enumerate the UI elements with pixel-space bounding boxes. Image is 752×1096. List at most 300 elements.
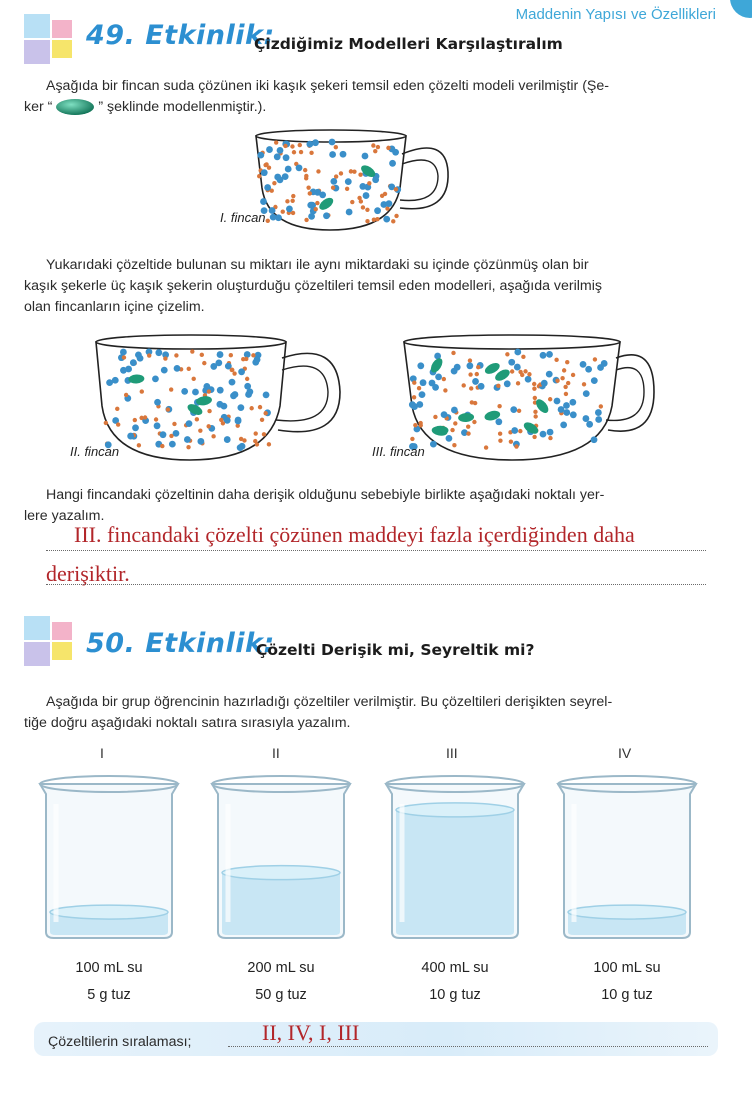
- water-molecule-atom: [520, 373, 524, 377]
- colored-squares-logo-icon: [24, 14, 78, 66]
- water-molecule-atom: [186, 420, 193, 427]
- water-molecule-atom: [392, 149, 399, 156]
- water-molecule-atom: [367, 181, 371, 185]
- beaker-numeral: IV: [618, 745, 632, 761]
- water-molecule-atom: [595, 409, 602, 416]
- water-molecule-atom: [104, 421, 108, 425]
- water-molecule-atom: [498, 431, 502, 435]
- beaker-water-amount: 200 mL su: [247, 960, 315, 976]
- water-molecule-atom: [446, 435, 453, 442]
- water-molecule-atom: [296, 164, 303, 171]
- water-molecule-atom: [518, 429, 522, 433]
- water-molecule-atom: [580, 361, 587, 368]
- water-molecule-atom: [285, 199, 289, 203]
- water-molecule-atom: [548, 397, 552, 401]
- water-molecule-atom: [560, 376, 564, 380]
- water-molecule-atom: [186, 445, 190, 449]
- water-molecule-atom: [563, 385, 567, 389]
- water-molecule-atom: [299, 150, 303, 154]
- beaker: [34, 770, 184, 950]
- water-molecule-atom: [452, 443, 456, 447]
- water-molecule-atom: [340, 151, 347, 158]
- water-molecule-atom: [514, 349, 521, 356]
- colored-squares-logo-icon: [24, 616, 78, 668]
- beaker-caption: [375, 955, 535, 1009]
- water-molecule-atom: [304, 218, 308, 222]
- activity-49-mid-line2: kaşık şekerle üç kaşık şekerin oluşturduğu çözeltileri temsil eden modelleri, aşağıda verilmiş: [24, 278, 602, 294]
- page-corner-circle: [730, 0, 752, 18]
- water-molecule-atom: [419, 423, 423, 427]
- beaker-caption: [547, 955, 707, 1009]
- water-molecule-atom: [411, 403, 418, 410]
- water-molecule-atom: [154, 422, 161, 429]
- water-molecule-atom: [216, 401, 223, 408]
- water-molecule-atom: [283, 144, 287, 148]
- water-molecule-atom: [350, 200, 354, 204]
- water-molecule-atom: [330, 178, 337, 185]
- water-molecule-atom: [251, 353, 255, 357]
- water-molecule-atom: [245, 377, 249, 381]
- water-molecule-atom: [277, 176, 284, 183]
- water-molecule-atom: [472, 420, 476, 424]
- water-molecule-atom: [241, 357, 245, 361]
- water-molecule-atom: [597, 364, 604, 371]
- water-molecule-atom: [564, 392, 568, 396]
- beaker-salt-amount: 10 g tuz: [601, 987, 653, 1003]
- water-molecule-atom: [316, 169, 320, 173]
- water-molecule-atom: [258, 405, 262, 409]
- water-molecule-atom: [470, 400, 474, 404]
- water-molecule-atom: [563, 409, 570, 416]
- water-molecule-atom: [130, 359, 137, 366]
- beaker-salt-amount: 50 g tuz: [255, 987, 307, 1003]
- answer-dotted-line-2: [46, 584, 706, 585]
- water-molecule-atom: [262, 432, 266, 436]
- water-molecule-atom: [139, 416, 143, 420]
- water-molecule-atom: [207, 389, 211, 393]
- water-molecule-atom: [291, 211, 295, 215]
- water-molecule-atom: [583, 390, 590, 397]
- water-molecule-atom: [358, 173, 362, 177]
- water-molecule-atom: [155, 349, 162, 356]
- water-molecule-atom: [509, 439, 513, 443]
- water-molecule-atom: [435, 373, 442, 380]
- water-molecule-atom: [362, 153, 369, 160]
- water-molecule-atom: [261, 169, 268, 176]
- water-molecule-atom: [478, 383, 485, 390]
- activity-49-intro-line2: [24, 97, 266, 118]
- water-molecule-atom: [210, 363, 217, 370]
- water-molecule-atom: [127, 433, 134, 440]
- water-molecule-atom: [430, 441, 437, 448]
- beaker-numeral: I: [100, 745, 104, 761]
- intro-pre-text: ker “: [24, 99, 53, 115]
- activity-50-title: Çözelti Derişik mi, Seyreltik mi?: [256, 641, 535, 659]
- water-molecule-atom: [569, 399, 576, 406]
- water-molecule-atom: [497, 404, 501, 408]
- water-molecule-atom: [394, 187, 398, 191]
- water-molecule-atom: [468, 358, 472, 362]
- water-molecule-atom: [137, 443, 141, 447]
- water-molecule-atom: [521, 355, 525, 359]
- water-molecule-atom: [169, 434, 173, 438]
- water-molecule-atom: [115, 407, 119, 411]
- water-molecule-atom: [307, 202, 314, 209]
- water-molecule-atom: [124, 393, 128, 397]
- activity-49-question-line2: lere yazalım.: [24, 508, 105, 524]
- activity-49-intro-line1: Aşağıda bir fincan suda çözünen iki kaşık şekeri temsil eden çözelti modeli verilmiştir (Şe-: [46, 78, 610, 94]
- water-molecule-atom: [253, 439, 257, 443]
- water-molecule-atom: [466, 424, 470, 428]
- water-molecule-atom: [374, 207, 381, 214]
- water-molecule-atom: [163, 356, 167, 360]
- water-molecule-atom: [266, 219, 270, 223]
- water-molecule-atom: [450, 428, 454, 432]
- water-molecule-atom: [312, 139, 319, 146]
- water-molecule-atom: [239, 443, 246, 450]
- beaker: [380, 770, 530, 950]
- answer-dotted-line-1: [46, 550, 706, 551]
- activity-50-intro-line1: Aşağıda bir grup öğrencinin hazırladığı çözeltiler verilmiştir. Bu çözeltileri derişikten seyrel-: [46, 694, 613, 710]
- water-molecule-atom: [476, 365, 480, 369]
- activity-49-number: 49. Etkinlik:: [86, 20, 275, 51]
- water-molecule-atom: [166, 407, 170, 411]
- water-molecule-atom: [472, 378, 479, 385]
- water-molecule-atom: [451, 351, 455, 355]
- activity-49-mid-line3: olan fincanların içine çizelim.: [24, 299, 205, 315]
- water-molecule-atom: [274, 153, 281, 160]
- water-molecule-atom: [306, 141, 313, 148]
- water-molecule-atom: [269, 207, 276, 214]
- beaker-caption: [29, 955, 189, 1009]
- water-molecule-atom: [246, 388, 253, 395]
- water-molecule-atom: [454, 364, 461, 371]
- water-molecule-atom: [527, 372, 531, 376]
- water-molecule-atom: [469, 386, 473, 390]
- water-molecule-atom: [585, 366, 592, 373]
- water-molecule-atom: [359, 183, 366, 190]
- green-ellipse-icon: [55, 98, 95, 116]
- water-molecule-atom: [334, 145, 338, 149]
- water-molecule-atom: [505, 352, 509, 356]
- water-molecule-atom: [525, 376, 532, 383]
- water-molecule-atom: [394, 214, 398, 218]
- intro-post-text: ” şeklinde modellenmiştir.).: [98, 99, 267, 115]
- water-molecule-atom: [410, 437, 414, 441]
- water-molecule-atom: [235, 418, 242, 425]
- water-molecule-atom: [441, 411, 448, 418]
- water-molecule-atom: [270, 214, 277, 221]
- water-molecule-atom: [546, 351, 553, 358]
- water-molecule-atom: [591, 436, 598, 443]
- water-molecule-atom: [386, 146, 390, 150]
- water-molecule-atom: [217, 387, 224, 394]
- water-molecule-atom: [192, 377, 196, 381]
- water-molecule-atom: [389, 160, 396, 167]
- water-molecule-atom: [314, 207, 318, 211]
- beaker-numeral: III: [446, 745, 458, 761]
- water-molecule-atom: [371, 143, 375, 147]
- activity-50-intro-line2: tiğe doğru aşağıdaki noktalı satıra sırasıyla yazalım.: [24, 715, 351, 731]
- water-molecule-atom: [376, 145, 380, 149]
- water-molecule-atom: [563, 402, 570, 409]
- water-molecule-atom: [514, 364, 521, 371]
- water-molecule-atom: [181, 388, 188, 395]
- water-molecule-atom: [523, 369, 527, 373]
- water-molecule-atom: [152, 375, 159, 382]
- cup-2-model: [90, 330, 350, 466]
- water-molecule-atom: [365, 219, 369, 223]
- water-molecule-atom: [238, 368, 245, 375]
- water-molecule-atom: [106, 379, 113, 386]
- water-molecule-atom: [570, 411, 577, 418]
- water-molecule-atom: [451, 407, 458, 414]
- water-molecule-atom: [323, 212, 330, 219]
- order-label: Çözeltilerin sıralaması;: [48, 1034, 192, 1050]
- water-molecule-atom: [309, 151, 313, 155]
- water-molecule-atom: [420, 379, 427, 386]
- water-molecule-atom: [510, 406, 517, 413]
- water-molecule-atom: [504, 380, 511, 387]
- water-molecule-atom: [514, 444, 518, 448]
- water-molecule-atom: [560, 421, 567, 428]
- cup-2-label: II. fincan: [70, 444, 120, 459]
- water-molecule-atom: [329, 151, 336, 158]
- water-molecule-atom: [345, 178, 352, 185]
- water-molecule-atom: [571, 373, 575, 377]
- water-molecule-atom: [174, 365, 181, 372]
- activity-49-title: Çizdiğimiz Modelleri Karşılaştıralım: [254, 35, 563, 53]
- water-molecule-atom: [511, 427, 518, 434]
- water-molecule-atom: [566, 381, 570, 385]
- water-molecule-atom: [306, 185, 310, 189]
- water-molecule-atom: [533, 396, 537, 400]
- water-molecule-atom: [160, 444, 164, 448]
- water-molecule-atom: [266, 146, 273, 153]
- water-molecule-atom: [352, 169, 356, 173]
- water-molecule-atom: [554, 398, 561, 405]
- activity-49-answer-line2: derişiktir.: [46, 561, 130, 586]
- water-molecule-atom: [264, 184, 271, 191]
- water-molecule-atom: [496, 384, 500, 388]
- water-molecule-atom: [257, 152, 264, 159]
- water-molecule-atom: [260, 198, 267, 205]
- water-molecule-atom: [211, 434, 215, 438]
- water-molecule-atom: [508, 359, 515, 366]
- water-molecule-atom: [230, 368, 234, 372]
- water-molecule-atom: [329, 139, 336, 146]
- water-molecule-atom: [206, 424, 210, 428]
- order-answer: II, IV, I, III: [262, 1020, 360, 1045]
- water-molecule-atom: [249, 406, 253, 410]
- beaker-numeral: II: [272, 745, 280, 761]
- water-molecule-atom: [510, 369, 514, 373]
- water-molecule-atom: [385, 206, 389, 210]
- water-molecule-atom: [274, 140, 278, 144]
- cup-3-model: [398, 330, 658, 466]
- water-molecule-atom: [540, 431, 547, 438]
- beaker: [206, 770, 356, 950]
- water-molecule-atom: [417, 362, 424, 369]
- water-molecule-atom: [391, 219, 395, 223]
- water-molecule-atom: [292, 150, 296, 154]
- water-molecule-atom: [359, 199, 363, 203]
- water-molecule-atom: [484, 445, 488, 449]
- water-molecule-atom: [533, 410, 537, 414]
- water-molecule-atom: [260, 418, 264, 422]
- water-molecule-atom: [595, 416, 602, 423]
- water-molecule-atom: [229, 379, 236, 386]
- water-molecule-atom: [263, 411, 267, 415]
- water-molecule-atom: [375, 217, 379, 221]
- water-molecule-atom: [267, 442, 271, 446]
- water-molecule-atom: [120, 349, 127, 356]
- water-molecule-atom: [140, 389, 144, 393]
- water-molecule-atom: [217, 351, 224, 358]
- water-molecule-atom: [291, 194, 295, 198]
- water-molecule-atom: [516, 381, 520, 385]
- water-molecule-atom: [207, 409, 211, 413]
- water-molecule-atom: [254, 431, 258, 435]
- cup-1-label: I. fincan: [220, 210, 266, 225]
- water-molecule-atom: [120, 367, 127, 374]
- beaker-salt-amount: 5 g tuz: [87, 987, 131, 1003]
- water-molecule-atom: [169, 387, 173, 391]
- water-molecule-atom: [498, 438, 502, 442]
- water-molecule-atom: [462, 383, 466, 387]
- water-molecule-atom: [468, 372, 472, 376]
- water-molecule-atom: [160, 431, 167, 438]
- water-molecule-atom: [281, 209, 285, 213]
- water-molecule-atom: [135, 352, 142, 359]
- water-molecule-atom: [547, 429, 554, 436]
- water-molecule-atom: [532, 382, 536, 386]
- water-molecule-atom: [197, 438, 204, 445]
- water-molecule-atom: [254, 356, 261, 363]
- water-molecule-atom: [172, 422, 176, 426]
- water-molecule-atom: [154, 399, 161, 406]
- water-molecule-atom: [187, 367, 191, 371]
- water-molecule-atom: [591, 377, 598, 384]
- water-molecule-atom: [154, 417, 158, 421]
- water-molecule-atom: [283, 154, 290, 161]
- water-molecule-atom: [582, 382, 586, 386]
- water-molecule-atom: [277, 147, 284, 154]
- order-dotted-line: [228, 1046, 708, 1047]
- water-molecule-atom: [116, 422, 120, 426]
- water-molecule-atom: [412, 381, 416, 385]
- water-molecule-atom: [133, 418, 137, 422]
- water-molecule-atom: [263, 391, 270, 398]
- water-molecule-atom: [541, 380, 548, 387]
- water-molecule-atom: [290, 199, 294, 203]
- water-molecule-atom: [331, 185, 335, 189]
- water-molecule-atom: [244, 351, 251, 358]
- water-molecule-atom: [442, 377, 446, 381]
- water-molecule-atom: [417, 386, 421, 390]
- water-molecule-atom: [517, 409, 521, 413]
- water-molecule-atom: [285, 166, 292, 173]
- water-molecule-atom: [345, 187, 349, 191]
- water-molecule-atom: [272, 181, 276, 185]
- water-molecule-atom: [373, 149, 377, 153]
- water-molecule-atom: [532, 435, 536, 439]
- water-molecule-atom: [593, 357, 597, 361]
- water-molecule-atom: [290, 144, 294, 148]
- activity-49-mid-line1: Yukarıdaki çözeltide bulunan su miktarı ile aynı miktardaki su içinde çözünmüş olan bir: [46, 257, 589, 273]
- water-molecule-atom: [413, 423, 417, 427]
- beaker-water-amount: 100 mL su: [75, 960, 143, 976]
- water-molecule-atom: [583, 415, 590, 422]
- water-molecule-atom: [184, 436, 191, 443]
- section-title: Maddenin Yapısı ve Özellikleri: [515, 6, 716, 23]
- water-molecule-atom: [562, 368, 566, 372]
- water-molecule-atom: [161, 367, 168, 374]
- water-molecule-atom: [546, 371, 553, 378]
- activity-50-number: 50. Etkinlik:: [86, 628, 275, 659]
- water-molecule-atom: [383, 216, 390, 223]
- water-molecule-atom: [466, 362, 473, 369]
- water-molecule-atom: [495, 418, 502, 425]
- cup-3-label: III. fincan: [372, 444, 425, 459]
- water-molecule-atom: [453, 421, 457, 425]
- water-molecule-atom: [232, 371, 236, 375]
- water-molecule-atom: [432, 384, 439, 391]
- water-molecule-atom: [380, 194, 384, 198]
- water-molecule-atom: [433, 415, 437, 419]
- water-molecule-atom: [412, 395, 416, 399]
- water-molecule-atom: [202, 361, 206, 365]
- water-molecule-atom: [122, 355, 126, 359]
- water-molecule-atom: [548, 436, 552, 440]
- water-molecule-atom: [308, 213, 315, 220]
- water-molecule-atom: [219, 418, 223, 422]
- water-molecule-atom: [365, 208, 369, 212]
- water-molecule-atom: [169, 441, 176, 448]
- water-molecule-atom: [198, 428, 202, 432]
- water-molecule-atom: [386, 200, 393, 207]
- beaker-water-amount: 100 mL su: [593, 960, 661, 976]
- water-molecule-atom: [229, 353, 233, 357]
- water-molecule-atom: [174, 353, 178, 357]
- water-molecule-atom: [242, 438, 246, 442]
- water-molecule-atom: [346, 209, 353, 216]
- water-molecule-atom: [192, 389, 199, 396]
- water-molecule-atom: [147, 353, 151, 357]
- activity-49-question-line1: Hangi fincandaki çözeltinin daha derişik olduğunu sebebiyle birlikte aşağıdaki noktalı yer-: [46, 487, 605, 503]
- water-molecule-atom: [565, 360, 569, 364]
- water-molecule-atom: [224, 436, 231, 443]
- water-molecule-atom: [419, 391, 426, 398]
- water-molecule-atom: [586, 421, 593, 428]
- water-molecule-atom: [339, 171, 343, 175]
- water-molecule-atom: [237, 404, 244, 411]
- activity-49-answer-line1: III. fincandaki çözelti çözünen maddeyi fazla içerdiğinden daha: [74, 522, 635, 547]
- water-molecule-atom: [532, 386, 536, 390]
- water-molecule-atom: [257, 174, 261, 178]
- water-molecule-atom: [599, 404, 603, 408]
- water-molecule-atom: [263, 163, 267, 167]
- water-molecule-atom: [361, 205, 365, 209]
- water-molecule-atom: [540, 352, 547, 359]
- water-molecule-atom: [555, 379, 559, 383]
- water-molecule-atom: [466, 431, 470, 435]
- water-molecule-atom: [475, 372, 479, 376]
- beaker-salt-amount: 10 g tuz: [429, 987, 481, 1003]
- beaker-water-amount: 400 mL su: [421, 960, 489, 976]
- water-molecule-atom: [533, 414, 537, 418]
- water-molecule-atom: [132, 424, 139, 431]
